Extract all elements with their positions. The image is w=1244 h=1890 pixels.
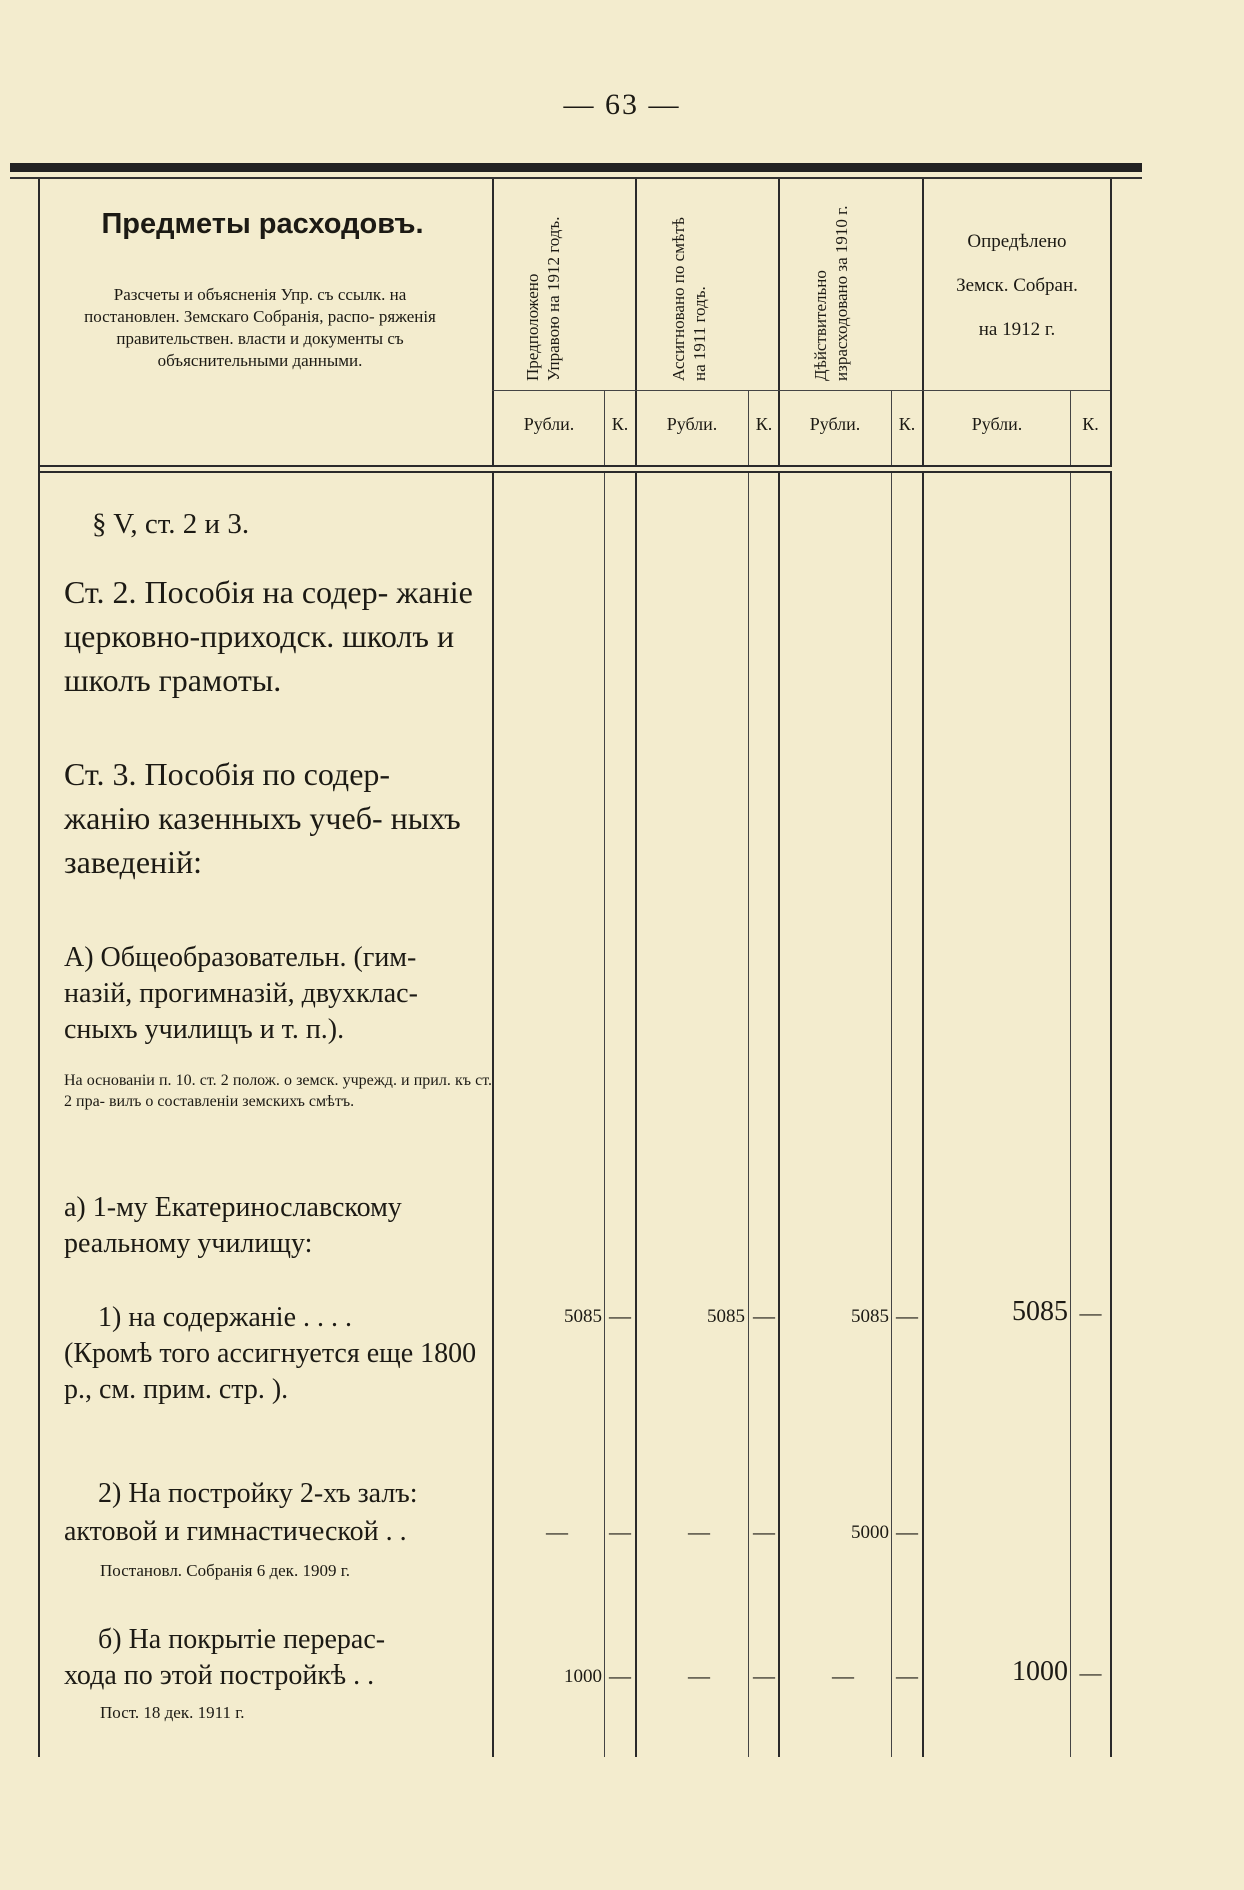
item-1: 1) на содержаніе . . . . — [98, 1302, 352, 1333]
item-1-defined-kop: — — [1079, 1300, 1102, 1325]
column-title-defined — [922, 220, 1112, 352]
unit-rub: Рубли. — [971, 414, 1023, 434]
defined-line-3: на 1912 г. — [978, 319, 1056, 340]
item-2-assigned-kop: — — [753, 1519, 775, 1544]
column-title-proposed: Предположено Управою на 1912 годъ. — [523, 216, 563, 381]
page-number: — 63 — — [563, 88, 681, 121]
item-b-note: Пост. 18 дек. 1911 г. — [100, 1703, 245, 1722]
item-b-spent: — — [832, 1663, 854, 1688]
unit-kop: К. — [611, 414, 629, 434]
column-subtitle-subjects: Разсчеты и объясненія Упр. съ ссылк. на постановлен. Земскаго Собранія, распо- ряженія правительствен. власти и документы съ объяснительными данными. — [84, 285, 436, 370]
col-divider — [891, 473, 892, 1757]
column-title-subjects: Предметы расходовъ. — [101, 208, 424, 240]
item-b-assigned: — — [688, 1663, 710, 1688]
item-2-line-1: 2) На постройку 2-хъ залъ: — [98, 1478, 418, 1509]
group-a: А) Общеобразовательн. (гим- назій, прогимназій, двухклас- сныхъ училищъ и т. п.). — [64, 942, 418, 1045]
item-1-spent-kop: — — [896, 1303, 918, 1328]
defined-line-2: Земск. Собран. — [956, 275, 1078, 296]
unit-kop: К. — [898, 414, 916, 434]
item-1-assigned-kop: — — [753, 1303, 775, 1328]
unit-rub: Рубли. — [523, 414, 575, 434]
item-b-assigned-kop: — — [753, 1663, 775, 1688]
table-border-left — [38, 179, 40, 1757]
unit-rub: Рубли. — [809, 414, 861, 434]
item-b-defined-kop: — — [1079, 1660, 1102, 1685]
column-title-assigned: Ассигновано по смѣтѣ на 1911 годъ. — [669, 217, 709, 381]
item-a: а) 1-му Екатеринославскому реальному училищу: — [64, 1192, 402, 1259]
col-divider — [778, 473, 780, 1757]
item-2-note: Постановл. Собранія 6 дек. 1909 г. — [100, 1561, 350, 1580]
col-divider — [604, 473, 605, 1757]
column-title-spent: Дѣйствительно израсходовано за 1910 г. — [811, 205, 851, 381]
group-a-note: На основаніи п. 10. ст. 2 полож. о земск. учрежд. и прил. къ ст. 2 пра- вилъ о составленіи земскихъ смѣтъ. — [64, 1072, 492, 1110]
col-divider — [748, 473, 749, 1757]
item-1-proposed: 5085 — [564, 1306, 602, 1327]
article-3: Ст. 3. Пособія по содер- жанію казенныхъ учеб- ныхъ заведеній: — [64, 756, 461, 880]
unit-kop: К. — [1082, 414, 1099, 434]
defined-line-1: Опредѣлено — [967, 231, 1067, 252]
item-b-defined: 1000 — [1012, 1656, 1068, 1687]
item-2-proposed-kop: — — [609, 1519, 631, 1544]
col-divider — [492, 473, 494, 1757]
item-1-assigned: 5085 — [707, 1306, 745, 1327]
item-2-spent-kop: — — [896, 1519, 918, 1544]
item-2-assigned: — — [688, 1519, 710, 1544]
item-b-proposed: 1000 — [564, 1666, 602, 1687]
top-rule — [10, 163, 1142, 172]
item-b-spent-kop: — — [896, 1663, 918, 1688]
item-b-line-2: хода по этой постройкѣ . . — [64, 1660, 375, 1691]
item-1-spent: 5085 — [851, 1306, 889, 1327]
article-2: Ст. 2. Пособія на содер- жаніе церковно-приходск. школъ и школъ грамоты. — [64, 574, 473, 698]
top-rule-thin — [10, 177, 1142, 179]
item-2-proposed: — — [546, 1519, 568, 1544]
col-divider — [922, 473, 924, 1757]
item-2-spent: 5000 — [851, 1522, 889, 1543]
item-2-line-2: актовой и гимнастической . . — [64, 1516, 407, 1547]
unit-kop: К. — [755, 414, 773, 434]
section-heading: § V, ст. 2 и 3. — [92, 508, 250, 540]
col-divider — [1070, 473, 1071, 1757]
col-divider — [635, 473, 637, 1757]
table-border-right — [1110, 473, 1112, 1757]
item-1-proposed-kop: — — [609, 1303, 631, 1328]
header-bottom-rule — [38, 465, 1112, 467]
unit-rub: Рубли. — [666, 414, 718, 434]
unit-row-line — [492, 390, 1110, 391]
item-1-note: (Кромѣ того ассигнуется еще 1800 р., см. прим. стр. ). — [64, 1338, 477, 1405]
item-1-defined: 5085 — [1012, 1296, 1068, 1327]
item-b-proposed-kop: — — [609, 1663, 631, 1688]
item-b-line-1: б) На покрытіе перерас- — [98, 1624, 386, 1655]
header-bottom-rule-2 — [38, 471, 1112, 473]
